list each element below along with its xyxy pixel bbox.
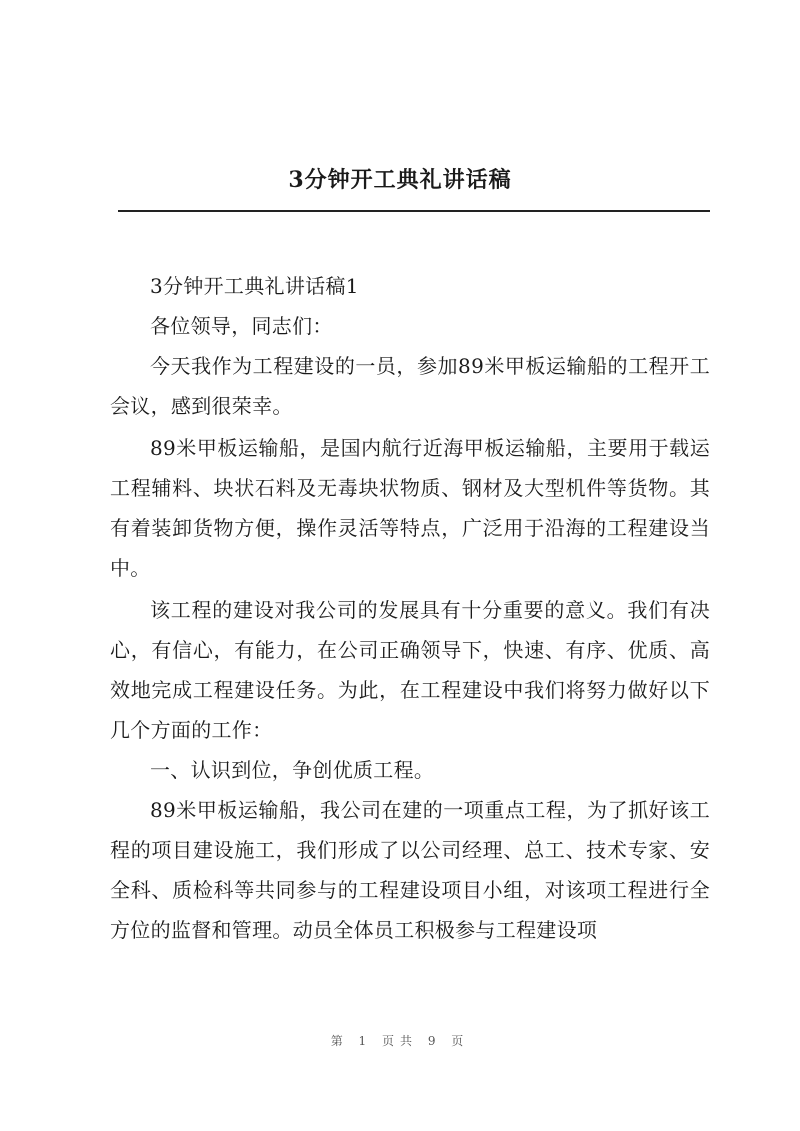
paragraph: 该工程的建设对我公司的发展具有十分重要的意义。我们有决心，有信心，有能力，在公司正确领导下，快速、有序、优质、高效地完成工程建设任务。为此，在工程建设中我们将努力做好以下几个方面的工作： [110, 598, 710, 742]
page-footer: 第 1 页共 9 页 [330, 1034, 470, 1048]
paragraph: 89米甲板运输船，是国内航行近海甲板运输船，主要用于载运工程辅料、块状石料及无毒块状物质、钢材及大型机件等货物。其有着装卸货物方便，操作灵活等特点，广泛用于沿海的工程建设当中。 [110, 436, 710, 580]
paragraph-salutation: 各位领导，同志们： [150, 314, 333, 338]
title-underline [118, 210, 710, 212]
paragraph: 89米甲板运输船，我公司在建的一项重点工程，为了抓好该工程的项目建设施工，我们形成了以公司经理、总工、技术专家、安全科、质检科等共同参与的工程建设项目小组，对该项工程进行全方位的监督和管理。动员全体员工积极参与工程建设项 [110, 798, 710, 942]
document-title: 3分钟开工典礼讲话稿 [288, 167, 512, 193]
paragraph-heading: 3分钟开工典礼讲话稿1 [150, 274, 359, 298]
paragraph: 今天我作为工程建设的一员，参加89米甲板运输船的工程开工会议，感到很荣幸。 [110, 354, 710, 418]
document-body [110, 266, 710, 950]
paragraph-section-heading: 一、认识到位，争创优质工程。 [150, 758, 435, 782]
